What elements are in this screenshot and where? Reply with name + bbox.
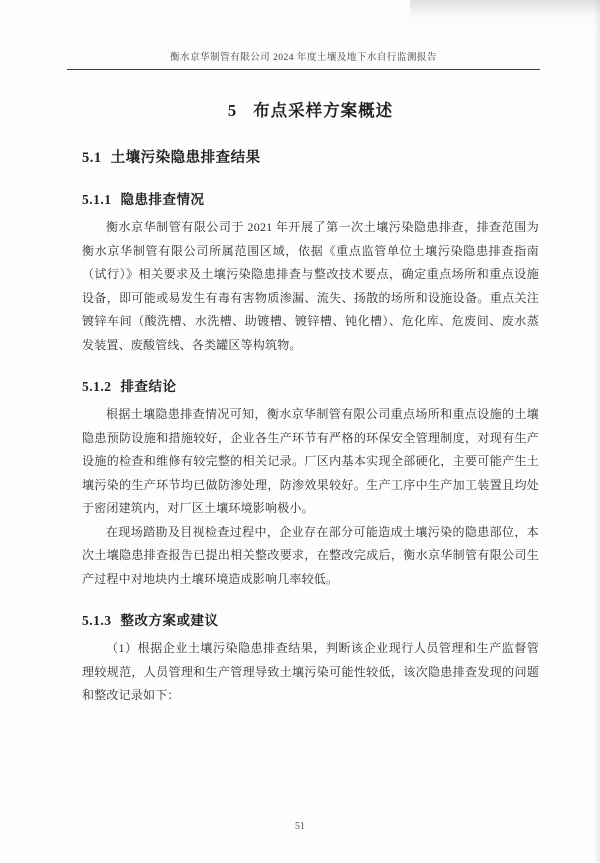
- chapter-number: 5: [227, 101, 238, 120]
- section-heading-5-1-1: [82, 188, 539, 208]
- scan-artifact-edge: [594, 0, 600, 863]
- paragraph-rectification-suggestion: （1）根据企业土壤污染隐患排查结果，判断该企业现行人员管理和生产监督管理较规范，人员管理和生产管理导致土壤污染可能性较低，该次隐患排查发现的问题和整改记录如下：: [82, 641, 539, 702]
- section-title-text: 隐患排查情况: [120, 192, 205, 207]
- running-header: 衡水京华制管有限公司 2024 年度土壤及地下水自行监测报告: [67, 49, 540, 70]
- chapter-title-text: 布点采样方案概述: [253, 101, 394, 120]
- page-content: [82, 97, 539, 708]
- paragraph-hidden-danger-survey: 衡水京华制管有限公司于 2021 年开展了第一次土壤污染隐患排查，排查范围为衡水京华制管有限公司所属范围区域，依据《重点监管单位土壤污染隐患排查指南（试行）》相关要求及土壤污染隐患排查与整改技术要点，确定重点场所和重点设施设备，即可能或易发生有毒有害物质渗漏、流失、扬散的场所和设施设备。重点关注镀锌车间（酸洗槽、水洗槽、助镀槽、镀锌槽、钝化槽）、危化库、危废间、废水蒸发装置、废酸管线、各类罐区等构筑物。: [82, 220, 539, 352]
- page-number: 51: [295, 821, 305, 832]
- section-title-text: 整改方案或建议: [120, 613, 219, 628]
- section-number: 5.1.3: [82, 613, 112, 628]
- scan-artifact-corner: [410, 0, 600, 26]
- paragraph-survey-conclusion-2: 在现场踏勘及目视检查过程中，企业存在部分可能造成土壤污染的隐患部位，本次土壤隐患排查报告已提出相关整改要求，在整改完成后，衡水京华制管有限公司生产过程中对地块内土壤环境造成影响几率较低。: [82, 524, 539, 586]
- section-heading-5-1: [82, 146, 539, 167]
- paragraph-survey-conclusion-1: 根据土壤隐患排查情况可知，衡水京华制管有限公司重点场所和重点设施的土壤隐患预防设施和措施较好，企业各生产环节有严格的环保安全管理制度，对现有生产设施的检查和维修有较完整的相关记录。厂区内基本实现全部硬化，主要可能产生土壤污染的生产环节均已做防渗处理，防渗效果较好。生产工序中生产加工装置且均处于密闭建筑内，对厂区土壤环境影响极小。: [82, 407, 539, 515]
- section-heading-5-1-2: [82, 375, 539, 395]
- section-number: 5.1.2: [82, 379, 112, 394]
- chapter-heading: [82, 97, 539, 121]
- section-title-text: 土壤污染隐患排查结果: [110, 150, 261, 166]
- section-title-text: 排查结论: [120, 379, 177, 394]
- section-heading-5-1-3: [82, 609, 539, 629]
- section-number: 5.1: [82, 150, 102, 166]
- section-number: 5.1.1: [82, 192, 112, 207]
